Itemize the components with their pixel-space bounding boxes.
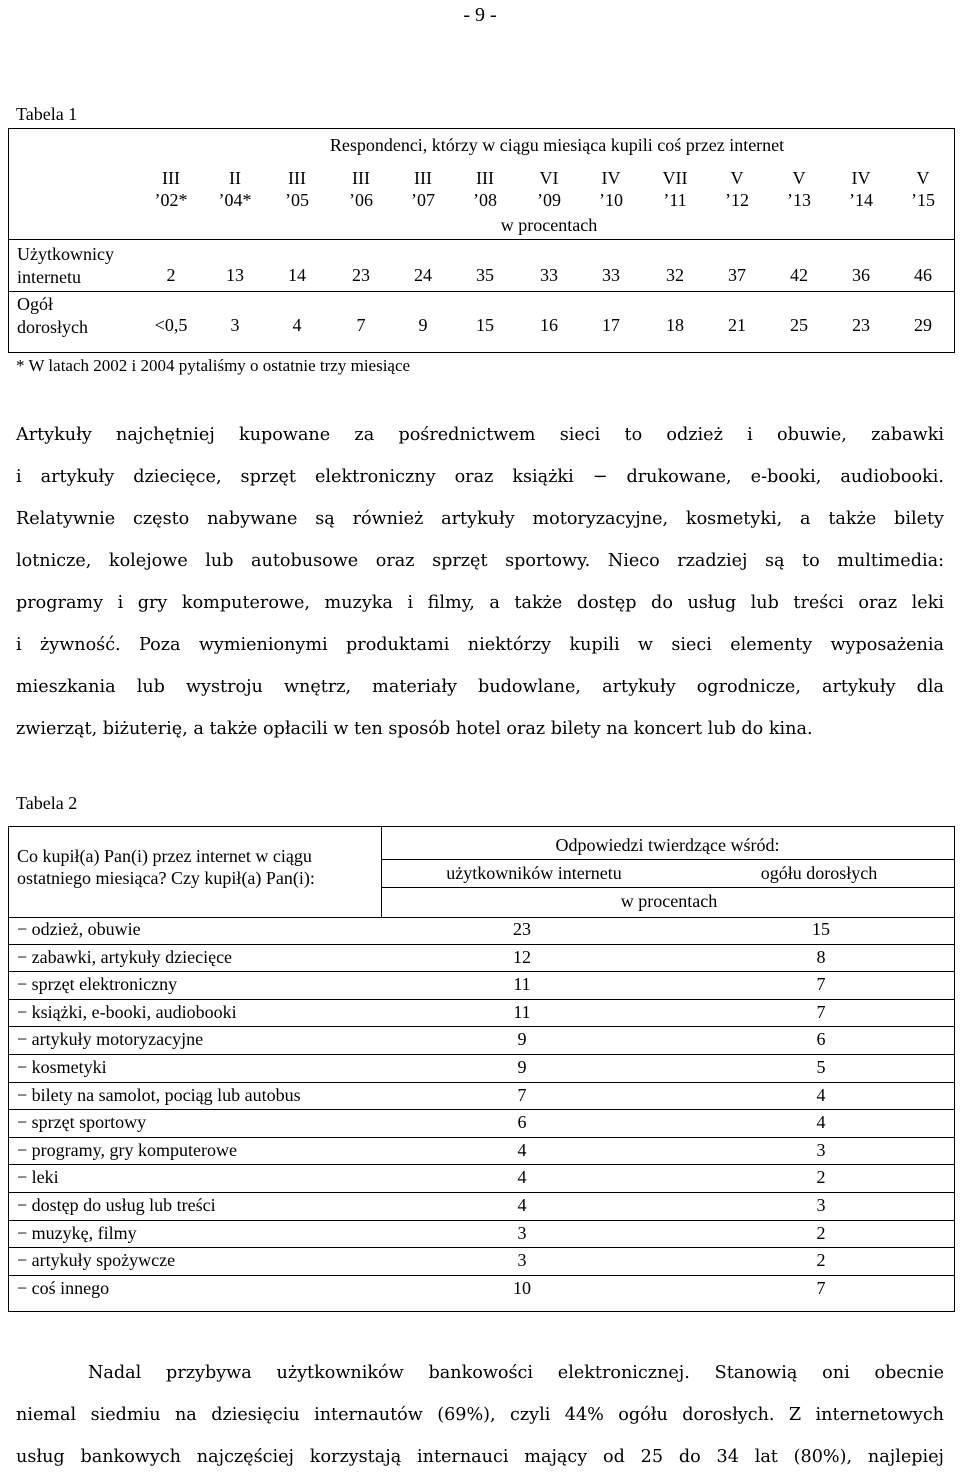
table-row (9, 945, 954, 973)
paragraph-line: niemal siedmiu na dziesięciu internautów (69%), czyli 44% ogółu dorosłych. Z internetowych (16, 1405, 944, 1425)
table2-value-users: 4 (517, 1167, 527, 1188)
table-row (9, 1083, 954, 1111)
table2-unit: w procentach (620, 891, 718, 911)
table1-cell: 23 (852, 315, 870, 335)
table1-cell: 32 (666, 265, 684, 285)
table1-rule (9, 239, 954, 240)
table2-rule (381, 859, 954, 860)
table2-row-label: − sprzęt elektroniczny (17, 974, 178, 995)
table-row (9, 972, 954, 1000)
table-row (9, 1193, 954, 1221)
table2-value-users: 11 (513, 1001, 531, 1022)
table2-row-label: − muzykę, filmy (17, 1222, 137, 1243)
table2-col1-header: użytkowników internetu (446, 863, 622, 883)
table-row (9, 1248, 954, 1276)
table1-cell: 29 (914, 315, 932, 335)
table1-column-year: ’05 (285, 190, 309, 210)
table1-footnote: * W latach 2002 i 2004 pytaliśmy o ostatnie trzy miesiące (16, 356, 411, 375)
table2-row-label: − leki (17, 1167, 59, 1188)
table1-column-year: ’15 (911, 190, 935, 210)
table1-column-header (141, 167, 201, 211)
table2-value-users: 3 (517, 1250, 527, 1271)
table2-question: Co kupił(a) Pan(i) przez internet w ciągu ostatniego miesiąca? Czy kupił(a) Pan(i): (17, 846, 315, 888)
table1-column-header (393, 167, 453, 211)
table1 (8, 128, 955, 353)
table1-cell: 33 (602, 265, 620, 285)
page-number: - 9 - (463, 4, 497, 26)
table2-value-users: 3 (517, 1222, 527, 1243)
table-row (9, 1276, 954, 1304)
table2-row-label: − coś innego (17, 1277, 110, 1298)
table2-value-adults: 8 (816, 946, 826, 967)
table1-column-year: ’14 (849, 190, 873, 210)
table1-cell: <0,5 (154, 315, 188, 335)
table1-row-label-line1: Użytkownicy (17, 244, 114, 264)
table2-row-label: − odzież, obuwie (17, 919, 141, 939)
table1-column-year: ’11 (663, 190, 687, 210)
table2 (8, 826, 955, 1312)
table1-column-year: ’12 (725, 190, 749, 210)
table2-value-adults: 7 (816, 1001, 826, 1022)
paragraph-line: Nadal przybywa użytkowników bankowości elektronicznej. Stanowią oni obecnie (88, 1363, 944, 1383)
table-row (9, 1165, 954, 1193)
table2-value-users: 10 (513, 1277, 531, 1298)
paragraph-line: usług bankowych najczęściej korzystają internauci mający od 25 do 34 lat (80%), najlepiej (16, 1447, 944, 1467)
table1-row-label-line1: Ogół (17, 294, 53, 314)
table1-column-header (205, 167, 265, 211)
table-row (9, 1221, 954, 1249)
table1-column-header (707, 167, 767, 211)
table2-value-adults: 2 (816, 1167, 826, 1188)
table1-column-header (581, 167, 641, 211)
table2-answers-header: Odpowiedzi twierdzące wśród: (555, 835, 780, 855)
table1-column-header (455, 167, 515, 211)
table1-column-year: ’08 (473, 190, 497, 210)
table1-column-year: ’06 (349, 190, 373, 210)
table1-cell: 15 (476, 315, 494, 335)
table1-cell: 35 (476, 265, 494, 285)
table1-cell: 24 (414, 265, 432, 285)
table1-column-month: III (352, 168, 370, 188)
table1-rule (9, 291, 954, 292)
table1-column-year: ’13 (787, 190, 811, 210)
table1-cell: 25 (790, 315, 808, 335)
table-row (9, 1055, 954, 1083)
table1-column-month: III (476, 168, 494, 188)
table1-column-header (893, 167, 953, 211)
table2-value-users: 7 (517, 1084, 527, 1105)
table1-caption: Tabela 1 (16, 104, 78, 124)
table2-row-label: − dostęp do usług lub treści (17, 1195, 216, 1215)
table1-cell: 18 (666, 315, 684, 335)
table-row (9, 917, 954, 945)
table1-cell: 3 (230, 315, 240, 335)
table2-value-users: 4 (517, 1139, 527, 1160)
paragraph-2 (16, 1352, 944, 1478)
table2-value-adults: 2 (816, 1222, 826, 1243)
table1-column-year: ’09 (537, 190, 561, 210)
table2-row-label: − bilety na samolot, pociąg lub autobus (17, 1084, 301, 1105)
table1-column-month: IV (851, 168, 871, 188)
paragraph-1 (16, 414, 944, 750)
paragraph-line: i żywność. Poza wymienionymi produktami niektórzy kupili w sieci elementy wyposażenia (16, 635, 944, 655)
table2-value-adults: 3 (816, 1195, 826, 1215)
table1-column-month: VII (662, 168, 688, 188)
table1-cell: 21 (728, 315, 746, 335)
table2-rule (381, 887, 954, 888)
paragraph-line: i artykuły dziecięce, sprzęt elektroniczny oraz książki − drukowane, e-booki, audiobooki. (16, 467, 944, 487)
table2-value-adults: 6 (816, 1029, 826, 1050)
table1-column-header (645, 167, 705, 211)
table2-caption: Tabela 2 (16, 793, 78, 813)
table1-header: Respondenci, którzy w ciągu miesiąca kupili coś przez internet (329, 135, 785, 155)
table1-column-month: V (730, 168, 744, 188)
table2-col2-header: ogółu dorosłych (760, 863, 878, 883)
table1-column-month: II (229, 168, 241, 188)
table2-value-adults: 15 (812, 919, 830, 939)
table2-row-label: − artykuły motoryzacyjne (17, 1029, 204, 1050)
table2-value-users: 9 (517, 1029, 527, 1050)
paragraph-line: zwierząt, biżuterię, a także opłacili w ten sposób hotel oraz bilety na koncert lub do kina. (16, 719, 813, 739)
table1-row-label-line2: dorosłych (17, 317, 88, 337)
table1-cell: 46 (914, 265, 932, 285)
table-row (9, 1027, 954, 1055)
table1-cell: 9 (418, 315, 428, 335)
table-row (9, 1110, 954, 1138)
table2-row-label: − artykuły spożywcze (17, 1250, 176, 1271)
table2-value-adults: 7 (816, 1277, 826, 1298)
table-row (9, 1000, 954, 1028)
table1-column-year: ’07 (411, 190, 435, 210)
paragraph-line: lotnicze, kolejowe lub autobusowe oraz sprzęt sportowy. Nieco rzadziej są to multimedia: (16, 551, 944, 571)
table1-row-label (17, 293, 88, 339)
table2-value-adults: 7 (816, 974, 826, 995)
table1-column-header (519, 167, 579, 211)
table1-column-header (331, 167, 391, 211)
table1-cell: 16 (540, 315, 558, 335)
table1-column-month: V (792, 168, 806, 188)
table2-row-label: − książki, e-booki, audiobooki (17, 1001, 237, 1022)
table2-value-users: 11 (513, 974, 531, 995)
table2-value-adults: 5 (816, 1057, 826, 1077)
table1-cell: 17 (602, 315, 620, 335)
paragraph-line: mieszkania lub wystroju wnętrz, materiały budowlane, artykuły ogrodnicze, artykuły dla (16, 677, 944, 697)
table1-cell: 23 (352, 265, 370, 285)
table2-row-label: − programy, gry komputerowe (17, 1139, 237, 1160)
table1-column-month: III (162, 168, 180, 188)
table1-cell: 4 (292, 315, 302, 335)
table1-column-header (267, 167, 327, 211)
table1-row-label-line2: internetu (17, 267, 81, 287)
table2-value-users: 23 (513, 919, 531, 939)
table1-cell: 7 (356, 315, 366, 335)
table2-value-users: 12 (513, 946, 531, 967)
table1-cell: 37 (728, 265, 746, 285)
table2-row-label: − kosmetyki (17, 1057, 107, 1077)
table1-cell: 36 (852, 265, 870, 285)
table-row (9, 1138, 954, 1166)
table1-column-header (769, 167, 829, 211)
paragraph-line: programy i gry komputerowe, muzyka i filmy, a także dostęp do usług lub treści oraz leki (16, 593, 944, 613)
table1-column-month: IV (601, 168, 621, 188)
table2-rule (9, 917, 954, 918)
paragraph-line: Relatywnie często nabywane są również artykuły motoryzacyjne, kosmetyki, a także bilety (16, 509, 944, 529)
table2-value-users: 9 (517, 1057, 527, 1077)
table1-column-month: VI (539, 168, 559, 188)
table2-value-adults: 2 (816, 1250, 826, 1271)
table1-column-month: V (916, 168, 930, 188)
table1-column-month: III (288, 168, 306, 188)
table1-column-year: ’02* (154, 190, 188, 210)
table1-column-year: ’04* (218, 190, 252, 210)
table1-column-year: ’10 (599, 190, 623, 210)
table2-value-adults: 4 (816, 1112, 826, 1133)
table2-value-adults: 4 (816, 1084, 826, 1105)
table1-cell: 33 (540, 265, 558, 285)
table1-cell: 2 (166, 265, 176, 285)
table2-value-users: 6 (517, 1112, 527, 1133)
table1-cell: 42 (790, 265, 808, 285)
table1-cell: 13 (226, 265, 244, 285)
table2-row-label: − sprzęt sportowy (17, 1112, 147, 1133)
table2-value-users: 4 (517, 1195, 527, 1215)
table2-value-adults: 3 (816, 1139, 826, 1160)
table1-column-header (831, 167, 891, 211)
table1-unit: w procentach (500, 215, 598, 235)
table1-row-label (17, 243, 114, 289)
paragraph-line: Artykuły najchętniej kupowane za pośrednictwem sieci to odzież i obuwie, zabawki (16, 425, 944, 445)
table2-row-label: − zabawki, artykuły dziecięce (17, 946, 233, 967)
table1-column-month: III (414, 168, 432, 188)
table1-cell: 14 (288, 265, 306, 285)
